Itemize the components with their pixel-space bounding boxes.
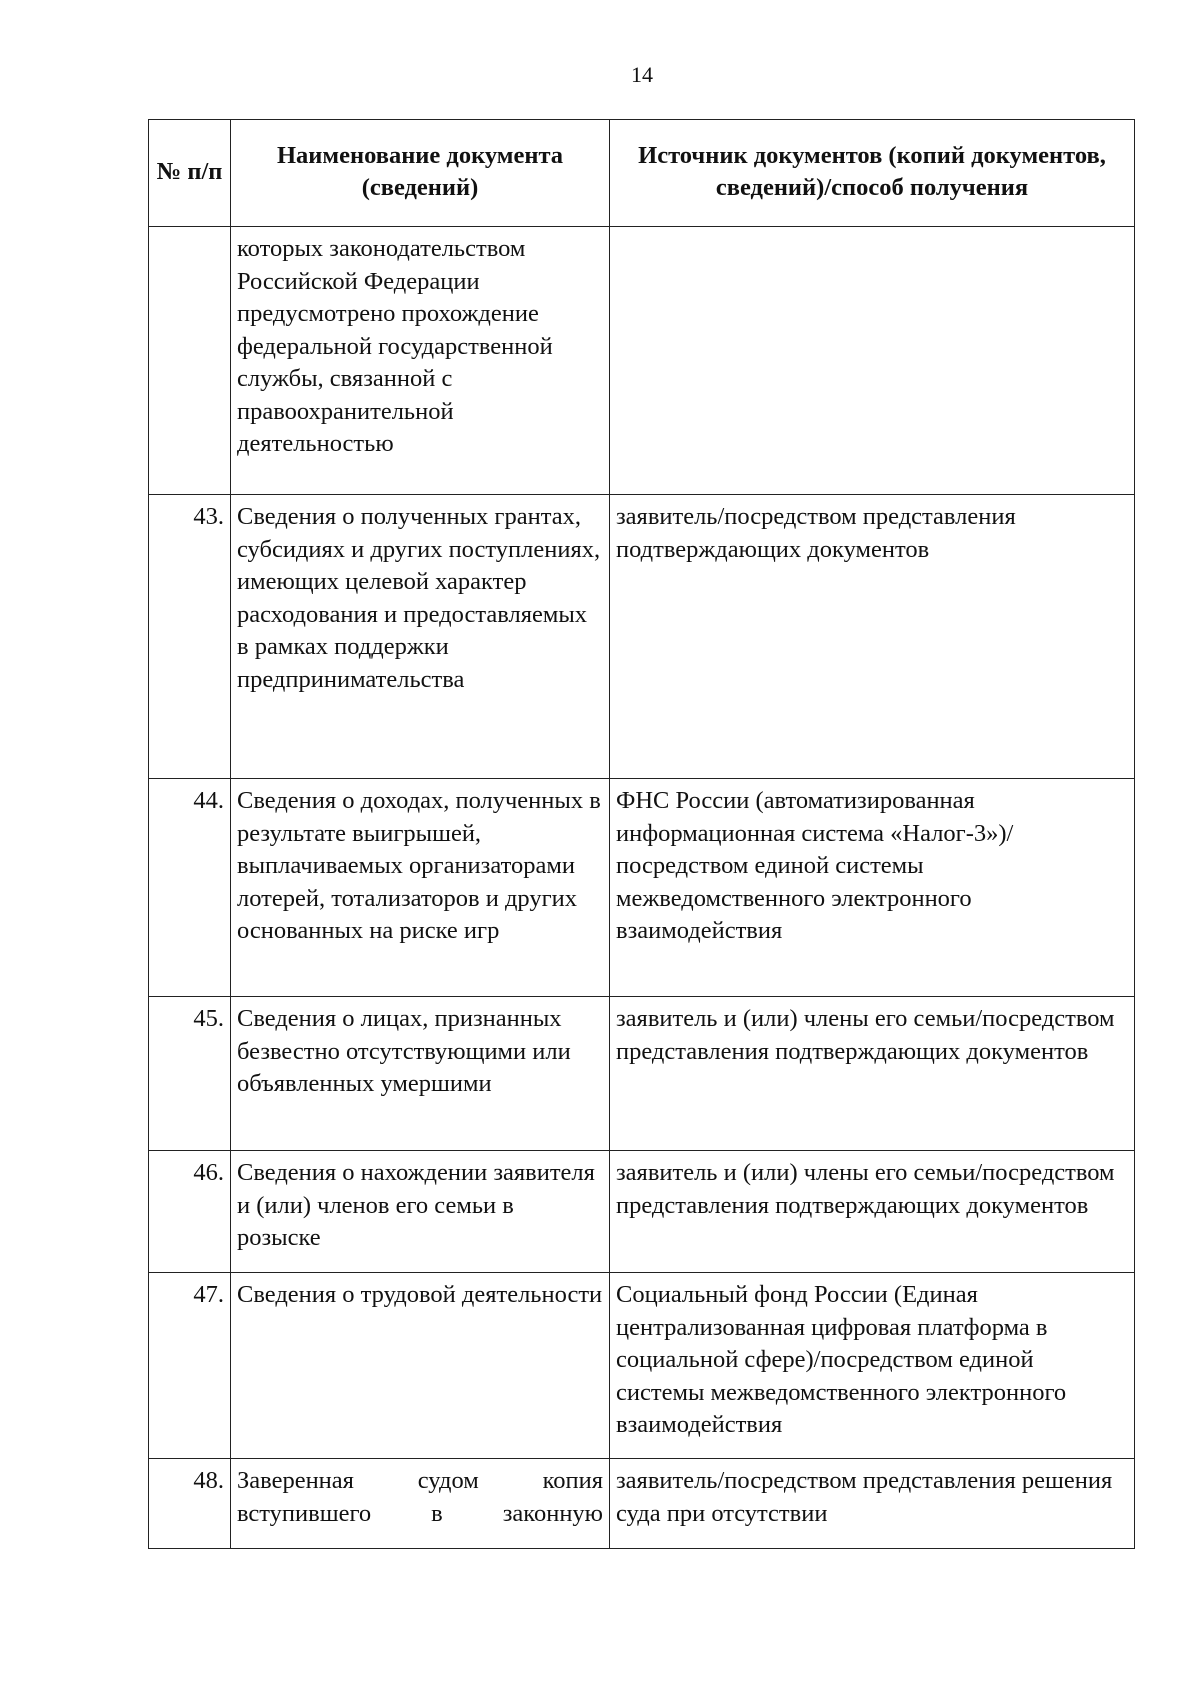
row-document-name: Сведения о доходах, полученных в результате выигрышей, выплачиваемых организаторами лотерей, тотализаторов и других основанных на риске игр (231, 779, 610, 997)
table-row (149, 1273, 1135, 1459)
row-document-name: Сведения о лицах, признанных безвестно отсутствующими или объявленных умершими (231, 997, 610, 1151)
table-row (149, 779, 1135, 997)
header-source: Источник документов (копий документов, сведений)/способ получения (610, 120, 1135, 227)
row-document-name: Заверенная судом копия вступившего в законную (231, 1459, 610, 1549)
row-number: 43. (149, 495, 231, 779)
documents-table (148, 119, 1135, 1549)
table-row (149, 1151, 1135, 1273)
row-number: 47. (149, 1273, 231, 1459)
row-document-name: Сведения о нахождении заявителя и (или) членов его семьи в розыске (231, 1151, 610, 1273)
table-row (149, 997, 1135, 1151)
row-source: заявитель/посредством представления подтверждающих документов (610, 495, 1135, 779)
row-number: 45. (149, 997, 231, 1151)
row-number: 44. (149, 779, 231, 997)
row-source: заявитель/посредством представления решения суда при отсутствии (610, 1459, 1135, 1549)
row-number: 48. (149, 1459, 231, 1549)
row-number (149, 227, 231, 495)
row-source: заявитель и (или) члены его семьи/посредством представления подтверждающих документов (610, 997, 1135, 1151)
row-source: Социальный фонд России (Единая централизованная цифровая платформа в социальной сфере)/посредством единой системы межведомственного электронного взаимодействия (610, 1273, 1135, 1459)
row-document-name: Сведения о трудовой деятельности (231, 1273, 610, 1459)
table-header-row (149, 120, 1135, 227)
row-document-name: которых законодательством Российской Федерации предусмотрено прохождение федеральной государственной службы, связанной с правоохранительной деятельностью (231, 227, 610, 495)
row-number: 46. (149, 1151, 231, 1273)
page-number: 14 (631, 62, 653, 87)
row-source: ФНС России (автоматизированная информационная система «Налог-3»)/посредством единой системы межведомственного электронного взаимодействия (610, 779, 1135, 997)
table-row (149, 495, 1135, 779)
table-row (149, 1459, 1135, 1549)
header-number: № п/п (149, 120, 231, 227)
row-document-name: Сведения о полученных грантах, субсидиях и других поступлениях, имеющих целевой характер расходования и предоставляемых в рамках поддержки предпринимательства (231, 495, 610, 779)
table-row (149, 227, 1135, 495)
header-document-name: Наименование документа (сведений) (231, 120, 610, 227)
row-source: заявитель и (или) члены его семьи/посредством представления подтверждающих документов (610, 1151, 1135, 1273)
row-source (610, 227, 1135, 495)
